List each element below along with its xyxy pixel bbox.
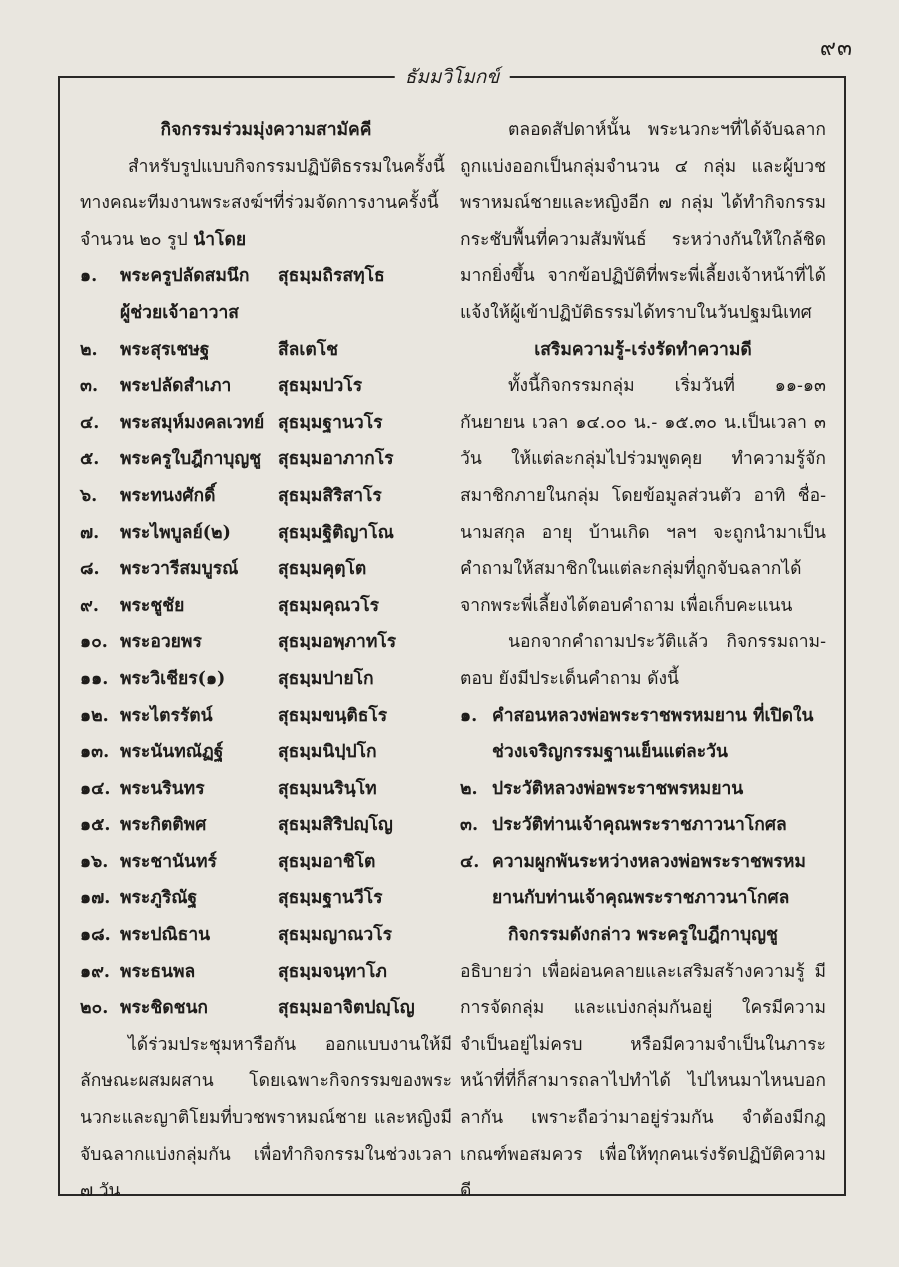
- member-row: [80, 478, 452, 515]
- member-name: พระทนงศักดิ์: [120, 485, 216, 506]
- right-column: [460, 112, 826, 1210]
- intro-text: สำหรับรูปแบบกิจกรรมปฏิบัติธรรมในครั้งนี้ ทางคณะทีมงานพระสงฆ์ฯที่ร่วมจัดการงานครั้งนี้จำนวน ๒๐ รูป: [80, 156, 445, 250]
- member-name: พระชานันทร์: [120, 851, 217, 872]
- member-title: สุธมฺมอาจิตปญฺโญ: [278, 998, 415, 1019]
- member-number: ๑๙.: [80, 961, 111, 982]
- member-name: พระวิเชียร(๑): [120, 668, 226, 689]
- section-heading-unity: กิจกรรมร่วมมุ่งความสามัคคี: [160, 120, 372, 140]
- member-number: ๑๘.: [80, 925, 111, 946]
- member-row: [80, 844, 452, 881]
- question-item: [460, 807, 826, 844]
- member-title: สุธมฺมจนฺทาโภ: [278, 961, 387, 982]
- member-row: [80, 661, 452, 698]
- member-name: พระนรินทร: [120, 778, 205, 799]
- member-number: ๑๐.: [80, 632, 108, 653]
- member-title: สีลเตโช: [278, 339, 339, 360]
- question-number: ๑.: [460, 705, 478, 726]
- member-title: สุธมฺมนิปฺปโก: [278, 742, 377, 763]
- member-row: [80, 258, 452, 295]
- member-name: พระสุรเชษฐ: [120, 339, 210, 360]
- member-number: ๕.: [80, 449, 100, 470]
- member-row: [80, 807, 452, 844]
- article-frame: [58, 66, 846, 1202]
- intro-bold-text: นำโดย: [193, 229, 247, 250]
- member-name: พระสมุห์มงคลเวทย์: [120, 412, 265, 433]
- member-name: พระครูใบฎีกาบุญชู: [120, 449, 262, 470]
- member-number: ๗.: [80, 522, 100, 543]
- member-title: สุธมฺมอาชิโต: [278, 851, 376, 872]
- page-number: ๙๓: [819, 36, 853, 61]
- member-number: ๙.: [80, 595, 99, 616]
- question-text: คำสอนหลวงพ่อพระราชพรหมยาน ที่เปิดในช่วงเจริญกรรมฐานเย็นแต่ละวัน: [492, 705, 814, 763]
- member-number: ๑๕.: [80, 815, 111, 836]
- member-number: ๑๔.: [80, 778, 111, 799]
- member-name: พระปลัดสำเภา: [120, 376, 232, 397]
- paragraph-questions-intro: นอกจากคำถามประวัติแล้ว กิจกรรมถาม-ตอบ ยังมีประเด็นคำถาม ดังนี้: [460, 632, 826, 689]
- member-number: ๘.: [80, 559, 100, 580]
- section-heading-knowledge: เสริมความรู้-เร่งรัดทำความดี: [534, 339, 752, 360]
- member-row: [80, 441, 452, 478]
- member-number: ๖.: [80, 485, 98, 506]
- question-item: [460, 698, 826, 771]
- member-number: ๒๐.: [80, 998, 109, 1019]
- question-number: ๓.: [460, 815, 479, 836]
- question-number: ๔.: [460, 851, 480, 872]
- member-number: ๑.: [80, 266, 98, 287]
- member-row: [80, 405, 452, 442]
- intro-paragraph: [80, 149, 452, 259]
- member-name: พระชูชัย: [120, 595, 185, 616]
- member-row: [80, 624, 452, 661]
- member-title: สุธมฺมถิรสทฺโธ: [278, 266, 385, 287]
- member-name: พระไพบูลย์(๒): [120, 522, 231, 543]
- member-number: ๓.: [80, 376, 99, 397]
- question-list: [460, 698, 826, 918]
- member-row: [80, 771, 452, 808]
- member-name: พระชิดชนก: [120, 998, 209, 1019]
- member-number: ๑๒.: [80, 705, 109, 726]
- member-number: ๑๖.: [80, 851, 109, 872]
- member-title: สุธมฺมฐานวีโร: [278, 888, 383, 909]
- member-row: [80, 332, 452, 369]
- question-text: ประวัติท่านเจ้าคุณพระราชภาวนาโกศล: [492, 815, 787, 836]
- member-list: [80, 258, 452, 1026]
- left-column: [80, 112, 452, 1210]
- member-title: สุธมฺมคุณวโร: [278, 595, 380, 616]
- running-header: ธัมมวิโมกข์: [395, 62, 510, 92]
- member-row: [80, 588, 452, 625]
- member-row: [80, 551, 452, 588]
- member-title: สุธมฺมญาณวโร: [278, 925, 393, 946]
- member-title: สุธมฺมสิริปญฺโญ: [278, 815, 393, 836]
- paragraph-explanation: อธิบายว่า เพื่อผ่อนคลายและเสริมสร้างความรู้ มีการจัดกลุ่ม และแบ่งกลุ่มกันอยู่ ใครมีความจำเป็นอยู่ไม่ครบ หรือมีความจำเป็นในภาระหน้าที่ที่ก็สามารถลาไปทำได้ ไปไหนมาไหนบอกลากัน เพราะถือว่ามาอยู่ร่วมกัน จำต้องมีกฎเกณฑ์พอสมควร เพื่อให้ทุกคนเร่งรัดปฏิบัติความดี: [460, 961, 826, 1202]
- member-title: สุธมฺมปายโก: [278, 668, 374, 689]
- member-name: พระนันทณัฏฐ์: [120, 742, 224, 763]
- member-subtitle: ผู้ช่วยเจ้าอาวาส: [120, 302, 239, 323]
- member-number: ๑๗.: [80, 888, 111, 909]
- member-title: สุธมฺมนรินฺโท: [278, 778, 377, 799]
- question-text: ความผูกพันระหว่างหลวงพ่อพระราชพรหมยานกับท่านเจ้าคุณพระราชภาวนาโกศล: [492, 851, 806, 909]
- member-row: [80, 917, 452, 954]
- member-name: พระวารีสมบูรณ์: [120, 559, 239, 580]
- member-name: พระไตรรัตน์: [120, 705, 213, 726]
- explanation-bold-text: กิจกรรมดังกล่าว พระครูใบฎีกาบุญชู: [508, 925, 778, 946]
- member-title: สุธมฺมคุตฺโต: [278, 559, 367, 580]
- question-item: [460, 771, 826, 808]
- question-text: ประวัติหลวงพ่อพระราชพรหมยาน: [492, 778, 744, 799]
- member-name: พระครูปลัดสมนึก: [120, 266, 250, 287]
- member-name: พระกิตติพศ: [120, 815, 207, 836]
- member-row: [80, 368, 452, 405]
- member-row: [80, 698, 452, 735]
- member-name: พระธนพล: [120, 961, 196, 982]
- member-number: ๒.: [80, 339, 98, 360]
- member-title: สุธมฺมขนฺติธโร: [278, 705, 388, 726]
- member-name: พระปณิธาน: [120, 925, 211, 946]
- member-title: สุธมฺมปวโร: [278, 376, 363, 397]
- member-number: ๑๓.: [80, 742, 110, 763]
- paragraph-groups: ตลอดสัปดาห์นั้น พระนวกะฯที่ได้จับฉลาก ถูกแบ่งออกเป็นกลุ่มจำนวน ๔ กลุ่ม และผู้บวชพราหมณ์ชายและหญิงอีก ๗ กลุ่ม ได้ทำกิจกรรมกระชับพื้นที่ความสัมพันธ์ ระหว่างกันให้ใกล้ชิดมากยิ่งขึ้น จากข้อปฏิบัติที่พระพี่เลี้ยงเจ้าหน้าที่ได้แจ้งให้ผู้เข้าปฏิบัติธรรมได้ทราบในวันปฐมนิเทศ: [460, 120, 826, 323]
- member-title: สุธมฺมฐิติญาโณ: [278, 522, 394, 543]
- member-title: สุธมฺมอพฺภาทโร: [278, 632, 397, 653]
- member-row: [80, 734, 452, 771]
- member-row: [80, 880, 452, 917]
- member-number: ๑๑.: [80, 668, 109, 689]
- member-title: สุธมฺมสิริสาโร: [278, 485, 382, 506]
- member-row: [80, 990, 452, 1027]
- member-number: ๔.: [80, 412, 100, 433]
- paragraph-activity: ทั้งนี้กิจกรรมกลุ่ม เริ่มวันที่ ๑๑-๑๓ กันยายน เวลา ๑๔.๐๐ น.- ๑๕.๓๐ น.เป็นเวลา ๓ วัน ให้แต่ละกลุ่มไปร่วมพูดคุย ทำความรู้จักสมาชิกภายในกลุ่ม โดยข้อมูลส่วนตัว อาทิ ชื่อ-นามสกุล อายุ บ้านเกิด ฯลฯ จะถูกนำมาเป็นคำถามให้สมาชิกในแต่ละกลุ่มที่ถูกจับฉลากได้จากพระพี่เลี้ยงได้ตอบคำถาม เพื่อเก็บคะแนน: [460, 376, 826, 616]
- member-name: พระภูริณัฐ: [120, 888, 198, 909]
- question-number: ๒.: [460, 778, 478, 799]
- member-title: สุธมฺมฐานวโร: [278, 412, 383, 433]
- member-title: สุธมฺมอาภากโร: [278, 449, 394, 470]
- member-name: พระอวยพร: [120, 632, 202, 653]
- question-item: [460, 844, 826, 917]
- member-row: [80, 515, 452, 552]
- paragraph-explanation-lead: [460, 917, 826, 954]
- closing-paragraph: ได้ร่วมประชุมหารือกัน ออกแบบงานให้มีลักษณะผสมผสาน โดยเฉพาะกิจกรรมของพระนวกะและญาติโยมที่บวชพราหมณ์ชาย และหญิงมีจับฉลากแบ่งกลุ่มกัน เพื่อทำกิจกรรมในช่วงเวลา ๗ วัน: [80, 1034, 452, 1202]
- member-row: [80, 954, 452, 991]
